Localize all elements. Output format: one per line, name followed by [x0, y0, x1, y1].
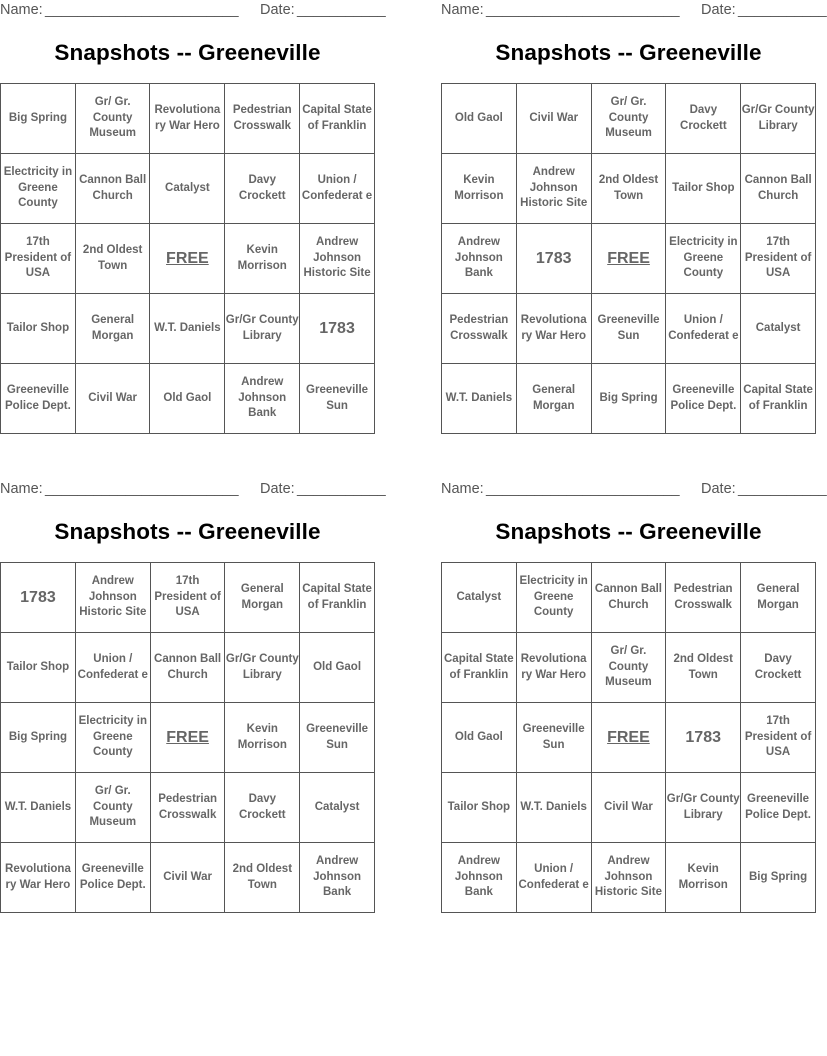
grid-row	[1, 84, 375, 154]
date-blank: ___________	[297, 2, 386, 18]
date-label: Date:	[260, 2, 295, 18]
bingo-cell: 17th President of USA	[741, 703, 816, 773]
bingo-cell: Davy Crockett	[741, 633, 816, 703]
bingo-cell: Old Gaol	[442, 84, 517, 154]
bingo-cell: Big Spring	[1, 84, 76, 154]
name-date-row	[441, 2, 827, 20]
bingo-cell: Electricity in Greene County	[1, 154, 76, 224]
bingo-cell: Andrew Johnson Historic Site	[591, 843, 666, 913]
bingo-cell: Catalyst	[741, 294, 816, 364]
date-label: Date:	[701, 2, 736, 18]
grid-row	[1, 843, 375, 913]
name-date-row	[0, 481, 386, 499]
bingo-cell: Greeneville Police Dept.	[1, 364, 76, 434]
bingo-cell: 2nd Oldest Town	[225, 843, 300, 913]
bingo-cell: Kevin Morrison	[225, 703, 300, 773]
name-label: Name:	[441, 2, 484, 18]
bingo-cell: Andrew Johnson Bank	[442, 224, 517, 294]
bingo-cell: Union / Confederat e	[75, 633, 150, 703]
bingo-cell: Revolutiona ry War Hero	[516, 633, 591, 703]
bingo-cell: Kevin Morrison	[225, 224, 300, 294]
grid-row	[442, 294, 816, 364]
bingo-cell: 17th President of USA	[1, 224, 76, 294]
bingo-cell: W.T. Daniels	[442, 364, 517, 434]
card-title: Snapshots -- Greeneville	[54, 519, 321, 544]
bingo-cell: W.T. Daniels	[150, 294, 225, 364]
card-title: Snapshots -- Greeneville	[54, 40, 321, 65]
bingo-cell: Pedestrian Crosswalk	[442, 294, 517, 364]
bingo-cell: Kevin Morrison	[666, 843, 741, 913]
bingo-cell: Gr/ Gr. County Museum	[591, 633, 666, 703]
bingo-cell: Capital State of Franklin	[300, 84, 375, 154]
bingo-cell: Catalyst	[442, 563, 517, 633]
bingo-cell: Big Spring	[1, 703, 76, 773]
name-date-row	[0, 2, 386, 20]
bingo-cell: Greeneville Police Dept.	[666, 364, 741, 434]
grid-row	[442, 703, 816, 773]
grid-row	[1, 703, 375, 773]
free-space-cell: FREE	[150, 703, 225, 773]
bingo-cell: Union / Confederat e	[666, 294, 741, 364]
date-label: Date:	[701, 481, 736, 497]
bingo-cell: Big Spring	[591, 364, 666, 434]
bingo-cell: Capital State of Franklin	[442, 633, 517, 703]
name-label: Name:	[441, 481, 484, 497]
bingo-cell: 1783	[1, 563, 76, 633]
bingo-cell: Cannon Ball Church	[591, 563, 666, 633]
bingo-cell: Gr/Gr County Library	[225, 633, 300, 703]
grid-row	[1, 224, 375, 294]
bingo-cell: Civil War	[75, 364, 150, 434]
bingo-cell: Civil War	[516, 84, 591, 154]
grid-row	[442, 154, 816, 224]
grid-row	[1, 294, 375, 364]
bingo-cell: Cannon Ball Church	[75, 154, 150, 224]
grid-row	[442, 843, 816, 913]
bingo-cell: 1783	[516, 224, 591, 294]
bingo-cell: W.T. Daniels	[1, 773, 76, 843]
bingo-cell: Capital State of Franklin	[741, 364, 816, 434]
date-label: Date:	[260, 481, 295, 497]
bingo-cell: Gr/ Gr. County Museum	[591, 84, 666, 154]
grid-row	[442, 563, 816, 633]
bingo-cell: Gr/Gr County Library	[741, 84, 816, 154]
grid-row	[1, 563, 375, 633]
bingo-cell: Union / Confederat e	[516, 843, 591, 913]
bingo-cell: Pedestrian Crosswalk	[225, 84, 300, 154]
bingo-cell: Civil War	[150, 843, 225, 913]
bingo-cell: Tailor Shop	[442, 773, 517, 843]
bingo-cell: Pedestrian Crosswalk	[666, 563, 741, 633]
name-blank: ________________________	[45, 481, 239, 497]
bingo-cell: Old Gaol	[442, 703, 517, 773]
bingo-cell: 2nd Oldest Town	[666, 633, 741, 703]
free-space-cell: FREE	[591, 224, 666, 294]
free-space-cell: FREE	[591, 703, 666, 773]
bingo-cell: Greeneville Sun	[300, 364, 375, 434]
grid-row	[1, 154, 375, 224]
bingo-cell: Tailor Shop	[666, 154, 741, 224]
bingo-cell: Big Spring	[741, 843, 816, 913]
bingo-cell: Andrew Johnson Historic Site	[75, 563, 150, 633]
bingo-cell: General Morgan	[225, 563, 300, 633]
bingo-cell: General Morgan	[741, 563, 816, 633]
bingo-cell: Gr/Gr County Library	[225, 294, 300, 364]
bingo-cell: Old Gaol	[150, 364, 225, 434]
bingo-cell: Andrew Johnson Historic Site	[516, 154, 591, 224]
bingo-cell: Civil War	[591, 773, 666, 843]
bingo-grid	[0, 83, 375, 434]
bingo-cell: 17th President of USA	[741, 224, 816, 294]
bingo-cell: Andrew Johnson Historic Site	[300, 224, 375, 294]
bingo-cell: Electricity in Greene County	[75, 703, 150, 773]
card-title: Snapshots -- Greeneville	[495, 519, 762, 544]
bingo-cell: Union / Confederat e	[300, 154, 375, 224]
bingo-cell: 1783	[300, 294, 375, 364]
bingo-cell: Old Gaol	[300, 633, 375, 703]
bingo-cell: General Morgan	[516, 364, 591, 434]
grid-row	[442, 364, 816, 434]
grid-row	[442, 773, 816, 843]
name-date-row	[441, 481, 827, 499]
bingo-cell: Electricity in Greene County	[666, 224, 741, 294]
card-title: Snapshots -- Greeneville	[495, 40, 762, 65]
bingo-cell: Andrew Johnson Bank	[225, 364, 300, 434]
bingo-cell: Greeneville Police Dept.	[741, 773, 816, 843]
bingo-card	[441, 479, 827, 929]
name-label: Name:	[0, 2, 43, 18]
bingo-card	[441, 0, 827, 450]
name-label: Name:	[0, 481, 43, 497]
grid-row	[442, 224, 816, 294]
bingo-cell: Pedestrian Crosswalk	[150, 773, 225, 843]
bingo-cell: Gr/ Gr. County Museum	[75, 84, 150, 154]
bingo-cell: 2nd Oldest Town	[591, 154, 666, 224]
bingo-cell: Tailor Shop	[1, 633, 76, 703]
bingo-cell: Capital State of Franklin	[300, 563, 375, 633]
name-blank: ________________________	[486, 2, 680, 18]
grid-row	[1, 364, 375, 434]
grid-row	[442, 84, 816, 154]
bingo-cell: Davy Crockett	[666, 84, 741, 154]
bingo-cell: Kevin Morrison	[442, 154, 517, 224]
bingo-cell: Greeneville Sun	[516, 703, 591, 773]
bingo-grid	[0, 562, 375, 913]
bingo-cell: Cannon Ball Church	[150, 633, 225, 703]
bingo-cell: Revolutiona ry War Hero	[516, 294, 591, 364]
bingo-card	[0, 479, 386, 929]
bingo-cell: Catalyst	[300, 773, 375, 843]
bingo-cell: Gr/Gr County Library	[666, 773, 741, 843]
bingo-cell: Greeneville Sun	[591, 294, 666, 364]
free-space-cell: FREE	[150, 224, 225, 294]
bingo-cell: Andrew Johnson Bank	[300, 843, 375, 913]
bingo-cell: Gr/ Gr. County Museum	[75, 773, 150, 843]
bingo-cell: W.T. Daniels	[516, 773, 591, 843]
bingo-grid	[441, 83, 816, 434]
name-blank: ________________________	[45, 2, 239, 18]
bingo-cell: 2nd Oldest Town	[75, 224, 150, 294]
grid-row	[1, 633, 375, 703]
bingo-cell: Davy Crockett	[225, 773, 300, 843]
bingo-cell: Greeneville Sun	[300, 703, 375, 773]
bingo-cell: General Morgan	[75, 294, 150, 364]
bingo-cell: Cannon Ball Church	[741, 154, 816, 224]
bingo-cell: Andrew Johnson Bank	[442, 843, 517, 913]
bingo-cell: Revolutiona ry War Hero	[1, 843, 76, 913]
date-blank: ___________	[297, 481, 386, 497]
bingo-card	[0, 0, 386, 450]
bingo-cell: Greeneville Police Dept.	[75, 843, 150, 913]
name-blank: ________________________	[486, 481, 680, 497]
bingo-cell: Tailor Shop	[1, 294, 76, 364]
date-blank: ___________	[738, 481, 827, 497]
bingo-cell: 1783	[666, 703, 741, 773]
bingo-cell: 17th President of USA	[150, 563, 225, 633]
date-blank: ___________	[738, 2, 827, 18]
bingo-cell: Catalyst	[150, 154, 225, 224]
bingo-cell: Electricity in Greene County	[516, 563, 591, 633]
bingo-grid	[441, 562, 816, 913]
bingo-cell: Revolutiona ry War Hero	[150, 84, 225, 154]
bingo-cell: Davy Crockett	[225, 154, 300, 224]
grid-row	[1, 773, 375, 843]
grid-row	[442, 633, 816, 703]
